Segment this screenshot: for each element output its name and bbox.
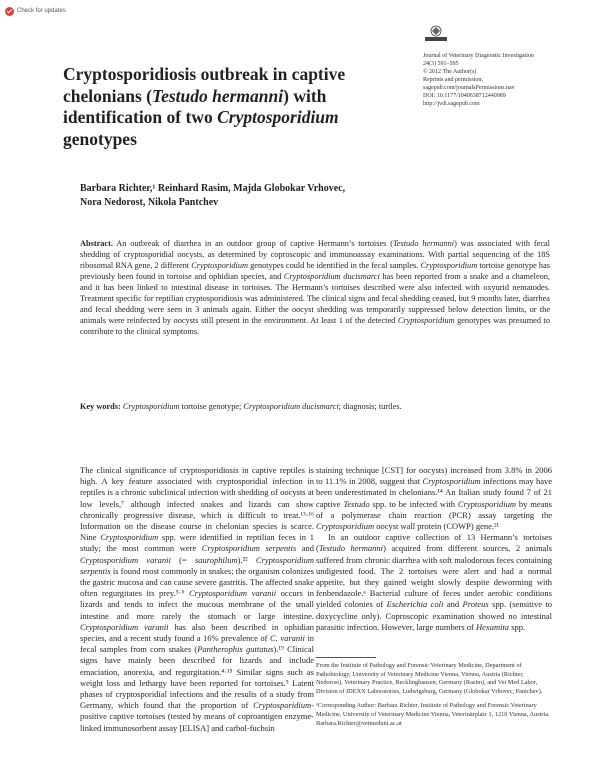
body-paragraph-1: staining technique [CST] for oocysts) increased from 3.8% in 2006 to 11.1% in 2008, suggest that Cryptosporidium infections may have been underestimated in chelonians.¹⁴ An Italian study found 7 of 21 captive Testudo spp. to be infected with Cryptosporidium by means of a polymerase chain reaction (PCR) assay targeting the Cryptosporidium oocyst wall protein (COWP) gene.²¹: [316, 465, 552, 532]
journal-copyright: © 2012 The Author(s): [423, 69, 477, 75]
corresponding-author-note: ¹Corresponding Author: Barbara Richter, Institute of Pathology and Forensic Veterinary Medicine, University of Veterinary Medicine Vienna, Veterinärplatz 1, 1210 Vienna, Austria. Barbara.Richter@vetmeduni.ac.at: [316, 702, 550, 727]
affiliation-note: From the Institute of Pathology and Forensic Veterinary Medicine, Department of Pathobiology, University of Veterinary Medicine Vienna, Vienna, Austria (Richter, Nedorost), Veterinary Practice, Recklinghausen, Germany (Rasim), and Vet Med Labor, Division of IDEXX Laboratories, Ludwigsburg, Germany (Globokar Vrhovec, Pantchev).: [316, 662, 543, 695]
badge-label: Check for updates: [17, 8, 66, 14]
body-column-left: [80, 465, 314, 734]
author-list: [80, 182, 550, 210]
abstract-label: Abstract.: [80, 239, 113, 248]
authors-line-2: Nora Nedorost, Nikola Pantchev: [80, 197, 219, 208]
journal-info: [423, 52, 588, 108]
journal-doi[interactable]: DOI: 10.1177/1040638712440989: [423, 93, 506, 99]
footnote-divider: [316, 657, 376, 658]
authors-line-1: Barbara Richter,¹ Reinhard Rasim, Majda Globokar Vrhovec,: [80, 183, 346, 194]
journal-reprints: Reprints and permission:: [423, 77, 483, 83]
check-icon: [5, 7, 14, 16]
journal-name: Journal of Veterinary Diagnostic Investigation: [423, 53, 534, 59]
journal-permissions-link[interactable]: sagepub.com/journalsPermissions.nav: [423, 85, 515, 91]
keywords: Key words: Cryptosporidium tortoise genotype; Cryptosporidium ducismarci; diagnosis; turtles.: [80, 402, 402, 411]
check-for-updates-badge[interactable]: [5, 5, 66, 17]
abstract: Abstract. An outbreak of diarrhea in an outdoor group of captive Hermann’s tortoises (Testudo hermanni) was associated with fecal shedding of cryptosporidial oocysts, as determined by coproscopic and immunoassay examinations. With partial sequencing of the 18S ribosomal RNA gene, 2 different Cryptosporidium genotypes could be identified in the fecal samples. Cryptosporidium tortoise genotype has previously been found in tortoise and ophidian species, and Cryptosporidium ducismarci has been reported from a snake and a chameleon, and it has been linked to intestinal disease in tortoises. The Hermann’s tortoises described were also infected with oxyurid nematodes. Treatment specific for reptilian cryptosporidiosis was administered. The clinical signs and fecal shedding ceased, but 9 months later, diarrhea and fecal shedding were seen in 3 animals again. Either the oocyst shedding was temporarily suppressed below detection limits, or the animals were reinfected by oocysts still present in the environment. At least 1 of the detected Cryptosporidium genotypes was presumed to contribute to the clinical symptoms.: [80, 239, 550, 336]
aavld-logo-icon: [423, 24, 449, 42]
footnotes: [316, 662, 552, 728]
journal-url[interactable]: http://jvdi.sagepub.com: [423, 101, 480, 107]
body-column-right: [316, 465, 552, 633]
journal-volume: 24(3) 591–595: [423, 61, 459, 67]
keywords-label: Key words:: [80, 402, 121, 411]
article-title: Cryptosporidiosis outbreak in captive chelonians (Testudo hermanni) with identification of two Cryptosporidium genotypes: [63, 64, 346, 149]
body-paragraph-2: In an outdoor captive collection of 13 Hermann’s tortoises (Testudo hermanni) acquired from different sources, 2 animals suffered from chronic diarrhea with soft malodorous feces containing undigested food. The 2 tortoises were alert and had a normal appetite, but they gained weight slowly despite deworming with fenbendazole.ᵃ Bacterial culture of feces under aerobic conditions yielded colonies of Escherichia coli and Proteus spp. (sensitive to doxycycline only). Coproscopic examination showed no intestinal parasitic infection. However, large numbers of Hexamita spp.: [316, 532, 552, 632]
intro-paragraph: The clinical significance of cryptosporidiosis in captive reptiles is high. A key feature associated with cryptosporidial infection in reptiles is a chronic subclinical infection with shedding of oocysts at low levels,⁷ although infected snakes and lizards can show chronically progressive disease, which is difficult to treat.¹³·¹⁶ Information on the disease course in chelonian species is scarce. Nine Cryptosporidium spp. were identified in reptilian feces in 1 study; the most common were Cryptosporidium serpentis and Cryptosporidium varanii (= saurophilum).²² Cryptosporidium serpentis is found most commonly in snakes; the organism colonizes the gastric mucosa and can cause severe gastritis. The affected snake often regurgitates its prey.⁵·⁶ Cryptosporidium varanii occurs in lizards and tends to infect the mucous membrane of the small intestine and more rarely the stomach or large intestine. Cryptosporidium varanii has also been described in ophidian species, and a recent study found a 16% prevalence of C. varanii in fecal samples from corn snakes (Pantherophis guttatus).¹⁹ Clinical signs have mainly been described for lizards and include emaciation, anorexia, and regurgitation.⁴·¹⁵ Similar signs such as weight loss and lethargy have been reported for tortoises.⁵ Latent phases of cryptosporidial infections and the results of a study from Germany, which found that the proportion of Cryptosporidium-positive captive tortoises (tested by means of coproantigen enzyme-linked immunosorbent assay [ELISA] and carbol-fuchsin: [80, 465, 314, 733]
